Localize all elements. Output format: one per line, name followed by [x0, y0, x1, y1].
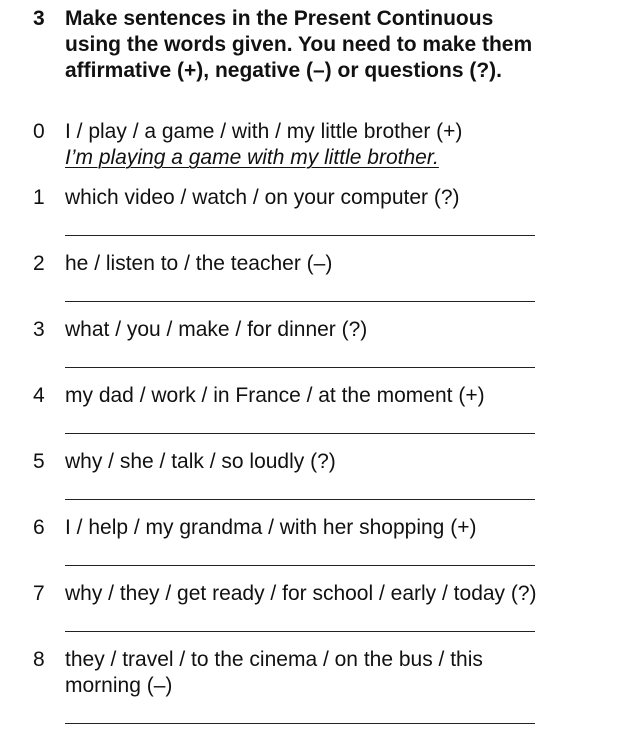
item-number: 6 [33, 516, 45, 539]
answer-line[interactable] [65, 433, 535, 434]
item-prompt: which video / watch / on your computer (?) [65, 186, 460, 209]
exercise-number: 3 [33, 7, 45, 30]
item-number: 3 [33, 318, 45, 341]
answer-line[interactable] [65, 723, 535, 724]
item-prompt: my dad / work / in France / at the moment (+) [65, 384, 485, 407]
answer-line[interactable] [65, 235, 535, 236]
item-prompt: I / play / a game / with / my little brother (+) [65, 120, 463, 143]
item-number: 0 [33, 120, 45, 143]
item-prompt: he / listen to / the teacher (–) [65, 252, 333, 275]
answer-line[interactable] [65, 499, 535, 500]
answer-line[interactable] [65, 301, 535, 302]
example-answer: I’m playing a game with my little brother. [65, 146, 439, 169]
item-prompt: why / she / talk / so loudly (?) [65, 450, 336, 473]
item-prompt: I / help / my grandma / with her shopping (+) [65, 516, 477, 539]
answer-line[interactable] [65, 631, 535, 632]
item-prompt: what / you / make / for dinner (?) [65, 318, 368, 341]
item-number: 7 [33, 582, 45, 605]
item-number: 5 [33, 450, 45, 473]
item-number: 1 [33, 186, 45, 209]
item-number: 2 [33, 252, 45, 275]
item-prompt: they / travel / to the cinema / on the bus / this morning (–) [65, 648, 483, 697]
exercise-instruction: Make sentences in the Present Continuous using the words given. You need to make them affirmative (+), negative (–) or questions (?). [65, 7, 533, 82]
answer-line[interactable] [65, 565, 535, 566]
item-number: 8 [33, 648, 45, 671]
answer-line[interactable] [65, 367, 535, 368]
item-prompt: why / they / get ready / for school / early / today (?) [65, 582, 537, 605]
item-number: 4 [33, 384, 45, 407]
